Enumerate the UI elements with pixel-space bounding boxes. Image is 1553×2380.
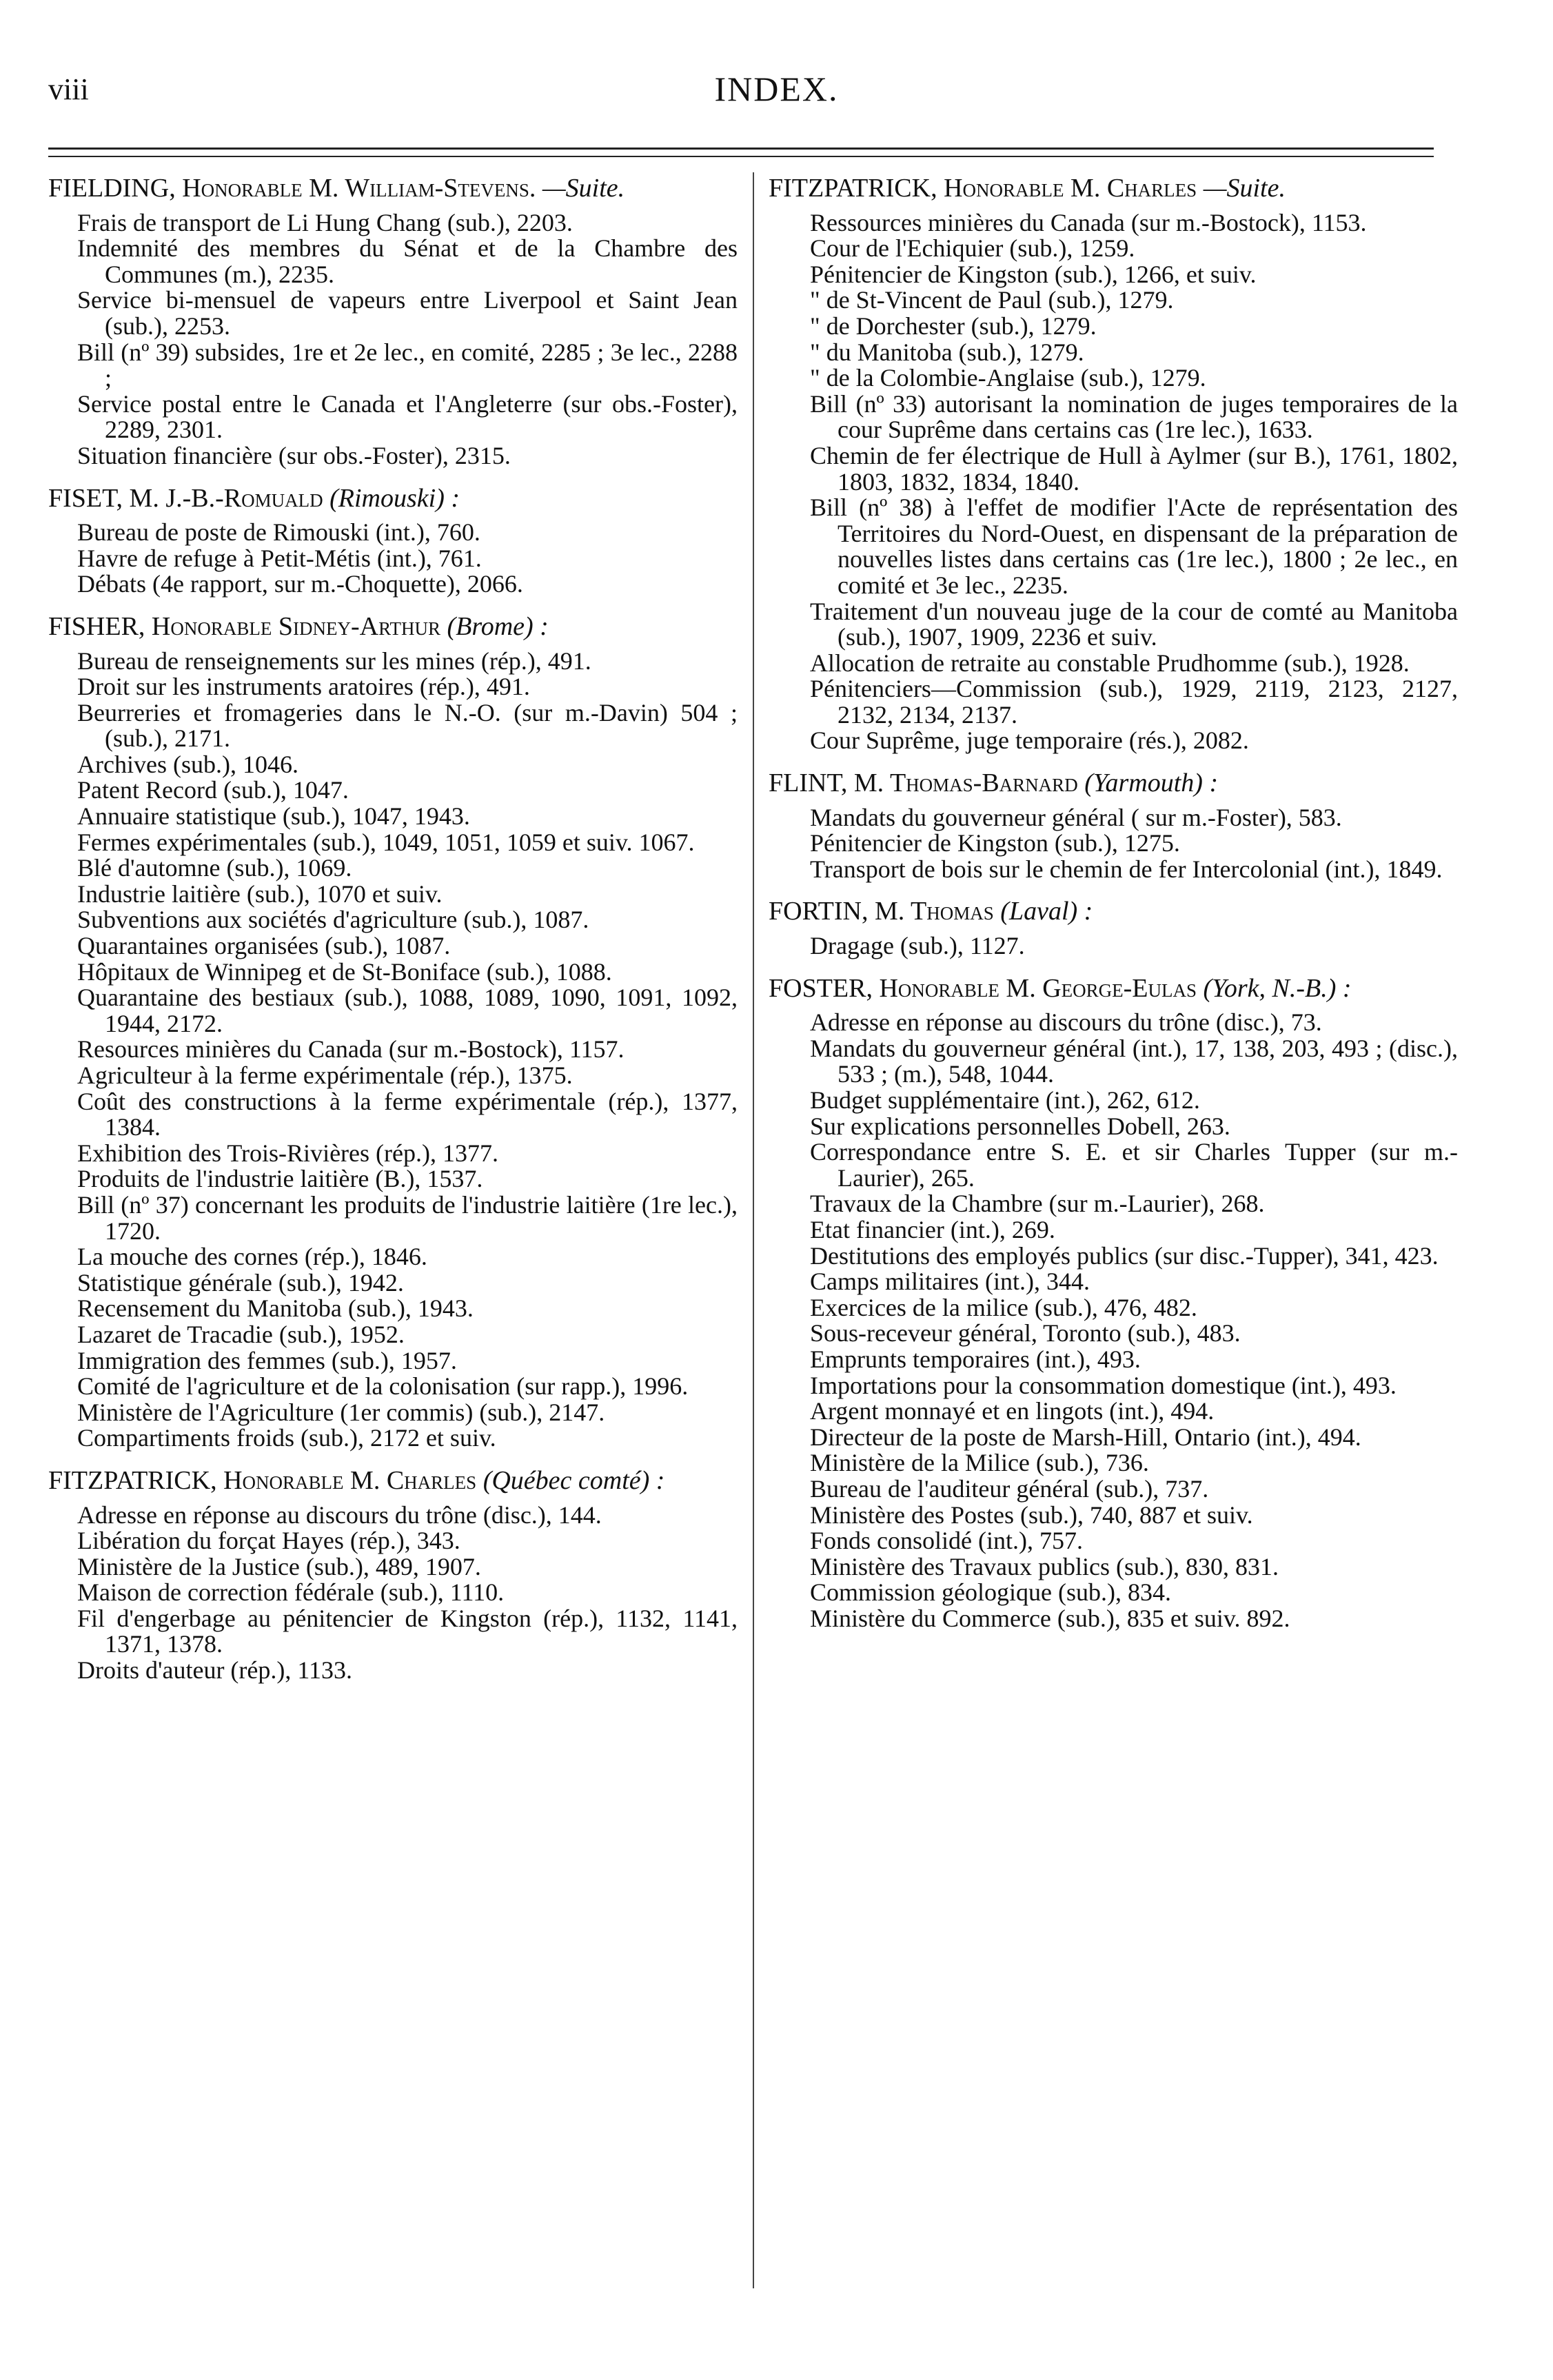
- index-item: Bill (nº 37) concernant les produits de l'industrie laitière (1re lec.), 1720.: [77, 1190, 738, 1245]
- entry-heading: [48, 1465, 738, 1495]
- index-item: Produits de l'industrie laitière (B.), 1537.: [77, 1165, 483, 1193]
- index-item: Industrie laitière (sub.), 1070 et suiv.: [77, 879, 443, 908]
- entry-given-names: M. J.-B.-Romuald: [129, 483, 323, 513]
- index-item: Commission géologique (sub.), 834.: [810, 1578, 1171, 1607]
- index-item: Agriculteur à la ferme expérimentale (rép.), 1375.: [77, 1061, 573, 1089]
- index-item: Fonds consolidé (int.), 757.: [810, 1527, 1083, 1555]
- index-item: Ressources minières du Canada (sur m.-Bostock), 1153.: [810, 208, 1367, 236]
- index-item: Ministère de la Justice (sub.), 489, 1907.: [77, 1552, 481, 1580]
- index-item: Importations pour la consommation domestique (int.), 493.: [810, 1371, 1397, 1399]
- index-item: Exhibition des Trois-Rivières (rép.), 1377.: [77, 1139, 498, 1167]
- index-item: Patent Record (sub.), 1047.: [77, 776, 349, 804]
- entry-heading: [769, 973, 1458, 1003]
- entry-heading: [769, 176, 1458, 202]
- index-item: Beurreries et fromageries dans le N.-O. (sur m.-Davin) 504 ; (sub.), 2171.: [77, 698, 738, 753]
- right-column: [769, 176, 1458, 1648]
- index-item: Havre de refuge à Petit-Métis (int.), 761.: [77, 544, 482, 572]
- index-item: Comité de l'agriculture et de la colonisation (sur rapp.), 1996.: [77, 1372, 689, 1401]
- index-item: Bureau de renseignements sur les mines (rép.), 491.: [77, 647, 591, 675]
- index-item: Bill (nº 39) subsides, 1re et 2e lec., en comité, 2285 ; 3e lec., 2288 ;: [77, 338, 738, 392]
- index-item: Resources minières du Canada (sur m.-Bostock), 1157.: [77, 1035, 625, 1064]
- entry-surname: FLINT,: [769, 769, 848, 798]
- index-item: Fil d'engerbage au pénitencier de Kingston (rép.), 1132, 1141, 1371, 1378.: [77, 1604, 738, 1658]
- entry-riding: (Yarmouth) :: [1084, 769, 1219, 798]
- entry-surname: FORTIN,: [769, 897, 869, 926]
- entry-riding: (Laval) :: [1000, 897, 1093, 926]
- index-item: La mouche des cornes (rép.), 1846.: [77, 1243, 427, 1271]
- index-item: Budget supplémentaire (int.), 262, 612.: [810, 1086, 1200, 1114]
- header-rule: [48, 148, 1434, 150]
- index-item: Service postal entre le Canada et l'Angleterre (sur obs.-Foster), 2289, 2301.: [77, 389, 738, 444]
- index-item: Pénitenciers—Commission (sub.), 1929, 2119, 2123, 2127, 2132, 2134, 2137.: [810, 675, 1458, 729]
- index-item: Quarantaines organisées (sub.), 1087.: [77, 932, 451, 960]
- index-item: Archives (sub.), 1046.: [77, 750, 298, 778]
- column-divider: [753, 172, 754, 2288]
- index-item: Bill (nº 33) autorisant la nomination de juges temporaires de la cour Suprême dans certains cas (1re lec.), 1633.: [810, 389, 1458, 444]
- index-item: Ministère de la Milice (sub.), 736.: [810, 1449, 1149, 1477]
- index-item: Pénitencier de Kingston (sub.), 1275.: [810, 829, 1180, 857]
- index-item: Adresse en réponse au discours du trône (disc.), 73.: [810, 1008, 1322, 1037]
- index-item: Transport de bois sur le chemin de fer Intercolonial (int.), 1849.: [810, 855, 1443, 883]
- entry-heading: [48, 483, 738, 513]
- index-item: Directeur de la poste de Marsh-Hill, Ontario (int.), 494.: [810, 1423, 1361, 1451]
- index-item: Fermes expérimentales (sub.), 1049, 1051, 1059 et suiv. 1067.: [77, 828, 695, 856]
- index-entry: [769, 899, 1458, 959]
- index-item: Mandats du gouverneur général (int.), 17, 138, 203, 493 ; (disc.), 533 ; (m.), 548, 1044.: [810, 1034, 1458, 1088]
- entry-riding: (Rimouski) :: [329, 483, 460, 513]
- index-item: Dragage (sub.), 1127.: [810, 932, 1025, 960]
- index-item: Ministère de l'Agriculture (1er commis) (sub.), 2147.: [77, 1398, 605, 1426]
- index-entry: [48, 483, 738, 598]
- entry-riding: —Suite.: [1203, 174, 1286, 203]
- index-item: " de la Colombie-Anglaise (sub.), 1279.: [810, 364, 1206, 392]
- entry-given-names: M. Thomas-Barnard: [853, 769, 1078, 798]
- page-title: INDEX.: [714, 70, 839, 108]
- index-item: " de Dorchester (sub.), 1279.: [810, 312, 1097, 340]
- index-item: Recensement du Manitoba (sub.), 1943.: [77, 1294, 474, 1323]
- index-item: Maison de correction fédérale (sub.), 1110.: [77, 1578, 505, 1607]
- index-entry: [48, 1465, 738, 1685]
- index-item: Indemnité des membres du Sénat et de la Chambre des Communes (m.), 2235.: [77, 234, 738, 288]
- index-item: Correspondance entre S. E. et sir Charles Tupper (sur m.-Laurier), 265.: [810, 1138, 1458, 1192]
- index-item: Emprunts temporaires (int.), 493.: [810, 1345, 1141, 1373]
- index-item: Service bi-mensuel de vapeurs entre Liverpool et Saint Jean (sub.), 2253.: [77, 286, 738, 340]
- entry-heading: [48, 176, 738, 202]
- index-item: Exercices de la milice (sub.), 476, 482.: [810, 1293, 1197, 1321]
- index-item: Lazaret de Tracadie (sub.), 1952.: [77, 1320, 405, 1348]
- index-item: Etat financier (int.), 269.: [810, 1215, 1055, 1243]
- index-entry: [48, 611, 738, 1452]
- index-item: Statistique générale (sub.), 1942.: [77, 1268, 404, 1296]
- index-item: Situation financière (sur obs.-Foster), 2315.: [77, 441, 511, 469]
- entry-surname: FITZPATRICK,: [48, 1465, 217, 1495]
- index-item: Travaux de la Chambre (sur m.-Laurier), 268.: [810, 1190, 1265, 1218]
- index-entry: [769, 771, 1458, 882]
- index-item: Quarantaine des bestiaux (sub.), 1088, 1089, 1090, 1091, 1092, 1944, 2172.: [77, 984, 738, 1037]
- entry-heading: [769, 899, 1458, 925]
- index-item: Adresse en réponse au discours du trône (disc.), 144.: [77, 1501, 602, 1529]
- left-column: [48, 176, 738, 1700]
- index-item: Immigration des femmes (sub.), 1957.: [77, 1346, 457, 1374]
- index-entry: [769, 973, 1458, 1632]
- index-item: Droits d'auteur (rép.), 1133.: [77, 1656, 353, 1685]
- entry-surname: FIELDING,: [48, 174, 176, 203]
- index-item: Bill (nº 38) à l'effet de modifier l'Acte de représentation des Territoires du Nord-Ouest, en dispensant de la préparation de nouvelles listes dans certains cas (1re lec.), 1800 ; 2e lec., en comité et 3e lec., 2235.: [810, 494, 1458, 599]
- index-entry: [48, 176, 738, 469]
- index-item: Frais de transport de Li Hung Chang (sub.), 2203.: [77, 208, 573, 236]
- index-item: Chemin de fer électrique de Hull à Aylmer (sur B.), 1761, 1802, 1803, 1832, 1834, 1840.: [810, 441, 1458, 496]
- entry-riding: —Suite.: [542, 174, 625, 203]
- index-item: Bureau de poste de Rimouski (int.), 760.: [77, 518, 480, 547]
- index-item: Débats (4e rapport, sur m.-Choquette), 2066.: [77, 570, 523, 598]
- entry-surname: FOSTER,: [769, 973, 873, 1003]
- entry-surname: FISET,: [48, 483, 123, 513]
- index-item: Annuaire statistique (sub.), 1047, 1943.: [77, 802, 470, 831]
- entry-riding: (Brome) :: [447, 611, 549, 641]
- index-item: " du Manitoba (sub.), 1279.: [810, 338, 1084, 366]
- index-item: Hôpitaux de Winnipeg et de St-Boniface (sub.), 1088.: [77, 957, 612, 986]
- entry-given-names: Honorable Sidney-Arthur: [151, 611, 440, 641]
- entry-surname: FITZPATRICK,: [769, 174, 937, 203]
- index-item: Ministère du Commerce (sub.), 835 et suiv. 892.: [810, 1604, 1290, 1632]
- index-item: Droit sur les instruments aratoires (rép.), 491.: [77, 673, 530, 701]
- index-item: Argent monnayé et en lingots (int.), 494.: [810, 1397, 1215, 1425]
- entry-given-names: Honorable M. Charles: [223, 1465, 477, 1495]
- index-item: Cour de l'Echiquier (sub.), 1259.: [810, 234, 1135, 263]
- index-item: Blé d'automne (sub.), 1069.: [77, 854, 352, 882]
- header-rule-thin: [48, 156, 1434, 157]
- index-item: Allocation de retraite au constable Prudhomme (sub.), 1928.: [810, 649, 1410, 677]
- index-item: " de St-Vincent de Paul (sub.), 1279.: [810, 286, 1174, 314]
- index-item: Libération du forçat Hayes (rép.), 343.: [77, 1527, 460, 1555]
- index-item: Ministère des Postes (sub.), 740, 887 et suiv.: [810, 1501, 1253, 1529]
- index-item: Sur explications personnelles Dobell, 263.: [810, 1112, 1230, 1140]
- index-item: Destitutions des employés publics (sur disc.-Tupper), 341, 423.: [810, 1241, 1439, 1270]
- entry-surname: FISHER,: [48, 611, 145, 641]
- index-item: Ministère des Travaux publics (sub.), 830, 831.: [810, 1552, 1279, 1580]
- index-item: Compartiments froids (sub.), 2172 et suiv.: [77, 1424, 496, 1452]
- index-item: Camps militaires (int.), 344.: [810, 1268, 1090, 1296]
- index-item: Subventions aux sociétés d'agriculture (sub.), 1087.: [77, 906, 589, 934]
- page-number: viii: [48, 72, 89, 106]
- entry-riding: (York, N.-B.) :: [1203, 973, 1352, 1003]
- entry-given-names: M. Thomas: [874, 897, 994, 926]
- entry-riding: (Québec comté) :: [483, 1465, 665, 1495]
- entry-given-names: Honorable M. George-Eulas: [879, 973, 1197, 1003]
- entry-given-names: Honorable M. William-Stevens.: [182, 174, 536, 203]
- index-item: Traitement d'un nouveau juge de la cour de comté au Manitoba (sub.), 1907, 1909, 2236 et suiv.: [810, 597, 1458, 651]
- index-item: Cour Suprême, juge temporaire (rés.), 2082.: [810, 726, 1249, 755]
- index-entry: [769, 176, 1458, 754]
- entry-given-names: Honorable M. Charles: [944, 174, 1197, 203]
- index-item: Sous-receveur général, Toronto (sub.), 483.: [810, 1319, 1241, 1347]
- entry-heading: [769, 771, 1458, 797]
- index-item: Bureau de l'auditeur général (sub.), 737.: [810, 1474, 1209, 1503]
- index-item: Coût des constructions à la ferme expérimentale (rép.), 1377, 1384.: [77, 1087, 738, 1141]
- entry-heading: [48, 611, 738, 641]
- index-item: Mandats du gouverneur général ( sur m.-Foster), 583.: [810, 803, 1342, 831]
- index-item: Pénitencier de Kingston (sub.), 1266, et suiv.: [810, 260, 1257, 288]
